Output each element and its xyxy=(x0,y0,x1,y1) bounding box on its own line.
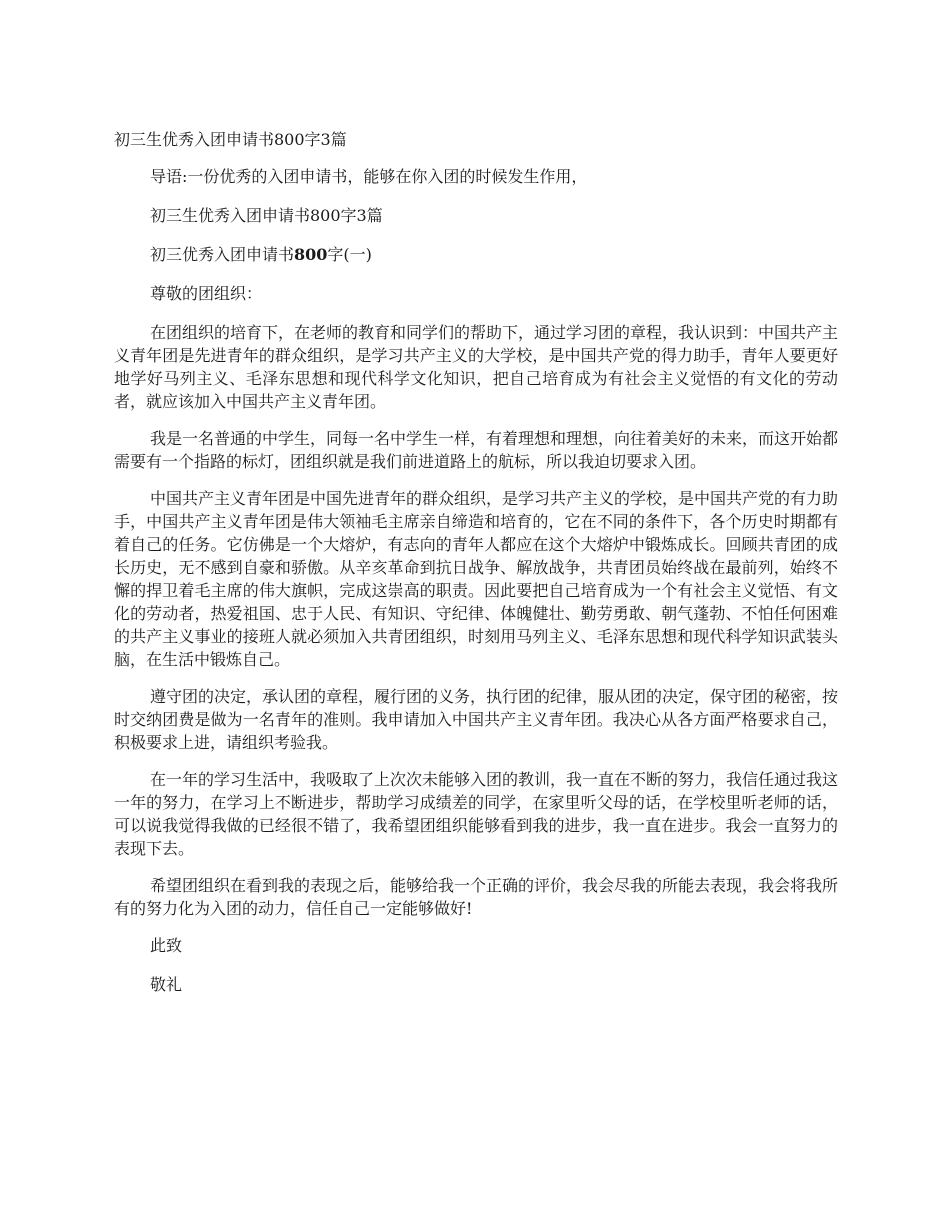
section-heading-number: 800 xyxy=(294,245,328,264)
document-page xyxy=(114,128,838,1012)
document-title: 初三生优秀入团申请书800字3篇 xyxy=(114,130,347,149)
body-paragraph-4: 遵守团的决定，承认团的章程，履行团的义务，执行团的纪律，服从团的决定，保守团的秘密，按时交纳团费是做为一名青年的准则。我申请加入中国共产主义青年团。我决心从各方面严格要求自己，积极要求上进，请组织考验我。 xyxy=(114,687,839,752)
closing-line-1: 此致 xyxy=(150,936,183,955)
body-paragraph-1: 在团组织的培育下，在老师的教育和同学们的帮助下，通过学习团的章程，我认识到：中国共产主义青年团是先进青年的群众组织，是学习共产主义的大学校，是中国共产党的得力助手，青年人要更好地学好马列主义、毛泽东思想和现代科学文化知识，把自己培育成为有社会主义觉悟的有文化的劳动者，就应该加入中国共产主义青年团。 xyxy=(114,323,839,411)
subtitle-line: 初三生优秀入团申请书800字3篇 xyxy=(150,206,383,225)
body-paragraph-5: 在一年的学习生活中，我吸取了上次次未能够入团的教训，我一直在不断的努力，我信任通过我这一年的努力，在学习上不断进步，帮助学习成绩差的同学，在家里听父母的话，在学校里听老师的话，可以说我觉得我做的已经很不错了，我希望团组织能够看到我的进步，我一直在进步。我会一直努力的表现下去。 xyxy=(114,770,839,858)
section-heading-suffix: 字(一) xyxy=(327,245,372,264)
body-paragraph-2: 我是一名普通的中学生，同每一名中学生一样，有着理想和理想，向往着美好的未来，而这开始都需要有一个指路的标灯，团组织就是我们前进道路上的航标，所以我迫切要求入团。 xyxy=(114,429,839,471)
body-paragraph-3: 中国共产主义青年团是中国先进青年的群众组织，是学习共产主义的学校，是中国共产党的有力助手，中国共产主义青年团是伟大领袖毛主席亲自缔造和培育的，它在不同的条件下，各个历史时期都有着自己的任务。它仿佛是一个大熔炉，有志向的青年人都应在这个大熔炉中锻炼成长。回顾共青团的成长历史，无不感到自豪和骄傲。从辛亥革命到抗日战争、解放战争，共青团员始终战在最前列，始终不懈的捍卫着毛主席的伟大旗帜，完成这崇高的职责。因此要把自己培育成为一个有社会主义觉悟、有文化的劳动者，热爱祖国、忠于人民、有知识、守纪律、体魄健壮、勤劳勇敢、朝气蓬勃、不怕任何困难的共产主义事业的接班人就必须加入共青团组织，时刻用马列主义、毛泽东思想和现代科学知识武装头脑，在生活中锻炼自己。 xyxy=(114,489,839,669)
section-heading-prefix: 初三优秀入团申请书 xyxy=(150,245,295,264)
salutation: 尊敬的团组织： xyxy=(150,284,263,303)
closing-line-2: 敬礼 xyxy=(150,975,183,994)
body-paragraph-6: 希望团组织在看到我的表现之后，能够给我一个正确的评价，我会尽我的所能去表现，我会将我所有的努力化为入团的动力，信任自己一定能够做好! xyxy=(114,876,839,918)
section-heading xyxy=(114,243,838,266)
intro-line: 导语:一份优秀的入团申请书，能够在你入团的时候发生作用， xyxy=(150,167,588,186)
